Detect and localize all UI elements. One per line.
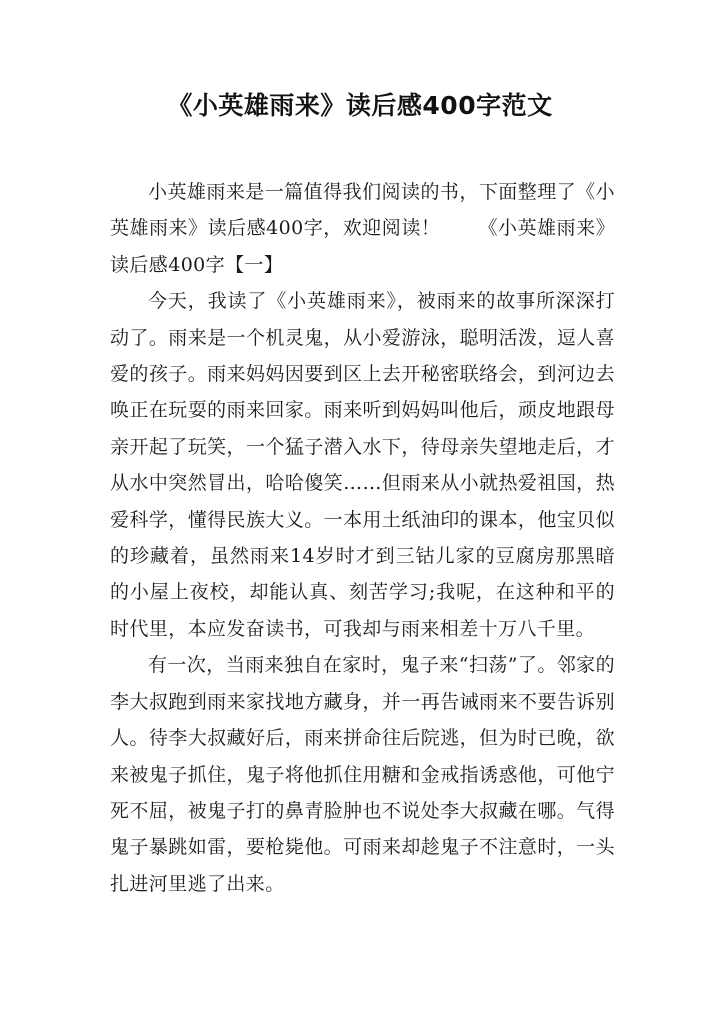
intro-text: 小英雄雨来是一篇值得我们阅读的书，下面整理了《小英雄雨来》读后感400字，欢迎阅读！ <box>110 181 615 240</box>
section-subheading: 《小英雄雨来》读后感400字【一】 <box>110 217 615 276</box>
document-body <box>110 174 615 902</box>
body-paragraph-1: 今天，我读了《小英雄雨来》，被雨来的故事所深深打动了。雨来是一个机灵鬼，从小爱游泳，聪明活泼，逗人喜爱的孩子。雨来妈妈因要到区上去开秘密联络会，到河边去唤正在玩耍的雨来回家。雨来听到妈妈叫他后，顽皮地跟母亲开起了玩笑，一个猛子潜入水下，待母亲失望地走后，才从水中突然冒出，哈哈傻笑……但雨来从小就热爱祖国，热爱科学，懂得民族大义。一本用土纸油印的课本，他宝贝似的珍藏着，虽然雨来14岁时才到三钴儿家的豆腐房那黑暗的小屋上夜校，却能认真、刻苦学习;我呢，在这种和平的时代里，本应发奋读书，可我却与雨来相差十万八千里。 <box>110 290 615 640</box>
document-title: 《小英雄雨来》读后感400字范文 <box>167 91 553 120</box>
body-paragraph-2: 有一次，当雨来独自在家时，鬼子来“扫荡”了。邻家的李大叔跑到雨来家找地方藏身，并一再告诫雨来不要告诉别人。待李大叔藏好后，雨来拼命往后院逃，但为时已晚，欲来被鬼子抓住，鬼子将他抓住用糖和金戒指诱惑他，可他宁死不屈，被鬼子打的鼻青脸肿也不说处李大叔藏在哪。气得鬼子暴跳如雷，要枪毙他。可雨来却趁鬼子不注意时，一头扎进河里逃了出来。 <box>110 654 615 895</box>
intro-paragraph <box>110 174 615 283</box>
